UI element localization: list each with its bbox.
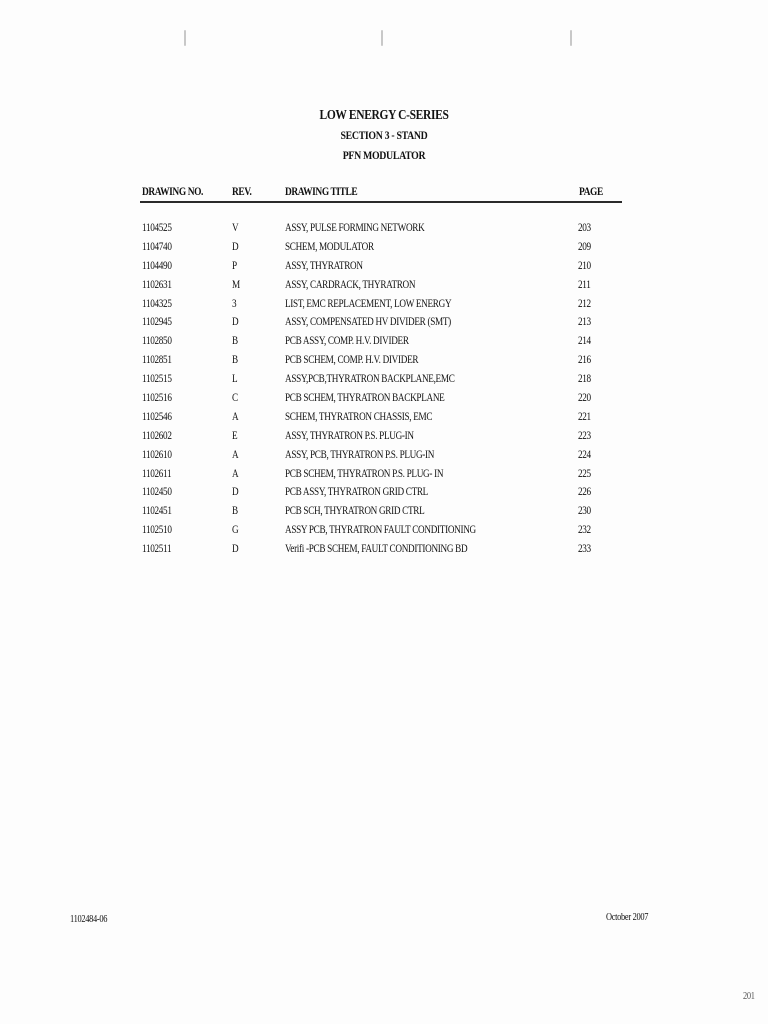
table-row [0,354,768,373]
page-cell: 211 [578,278,591,291]
document-date: October 2007 [606,912,649,923]
page-cell: 210 [578,259,591,272]
page-cell: 225 [578,467,591,480]
page-cell: 226 [578,486,591,499]
table-row [0,505,768,524]
drawing-title-cell: PCB ASSY, THYRATRON GRID CTRL [285,486,428,499]
page-cell: 212 [578,297,591,310]
revision-cell: D [232,486,239,499]
section-heading: SECTION 3 - STAND [340,128,428,142]
drawing-number-cell: 1102516 [142,392,172,405]
drawing-title-cell: ASSY PCB, THYRATRON FAULT CONDITIONING [285,524,476,537]
table-row [0,392,768,411]
drawing-number-cell: 1102631 [142,278,172,291]
revision-cell: A [232,448,239,461]
drawing-number-cell: 1102611 [142,467,172,480]
drawing-number-cell: 1102602 [142,429,172,442]
drawing-title-cell: ASSY, PULSE FORMING NETWORK [285,222,425,234]
revision-cell: 3 [232,297,237,310]
drawing-title-cell: ASSY, PCB, THYRATRON P.S. PLUG-IN [285,448,435,461]
table-row [0,524,768,543]
drawing-title-cell: PCB SCH, THYRATRON GRID CTRL [285,505,425,518]
table-row [0,543,768,562]
drawing-title-cell: ASSY, CARDRACK, THYRATRON [285,278,416,291]
page-cell: 233 [578,543,591,556]
column-header-page: PAGE [579,186,603,198]
table-row [0,468,768,487]
subsection-heading: PFN MODULATOR [342,148,426,162]
table-row [0,411,768,430]
page-cell: 221 [578,410,591,423]
drawing-number-cell: 1104525 [142,222,172,234]
table-row [0,449,768,468]
drawing-title-cell: ASSY, THYRATRON P.S. PLUG-IN [285,429,414,442]
drawing-title-cell: ASSY,PCB,THYRATRON BACKPLANE,EMC [285,373,455,386]
page-cell: 218 [578,373,591,386]
revision-cell: L [232,373,238,386]
drawing-title-cell: PCB SCHEM, THYRATRON BACKPLANE [285,392,445,405]
table-row [0,298,768,317]
punch-hole-mark [381,30,383,46]
drawing-number-cell: 1102450 [142,486,172,499]
page-cell: 220 [578,392,591,405]
page-cell: 224 [578,448,591,461]
table-row [0,241,768,260]
revision-cell: M [232,278,240,291]
punch-hole-mark [184,30,186,46]
page-cell: 216 [578,354,591,367]
drawing-title-cell: PCB ASSY, COMP. H.V. DIVIDER [285,335,409,348]
table-row [0,279,768,298]
drawing-title-cell: PCB SCHEM, THYRATRON P.S. PLUG- IN [285,467,444,480]
revision-cell: G [232,524,239,537]
column-header-drawing-no: DRAWING NO. [142,186,203,198]
page-cell: 213 [578,316,591,329]
table-row [0,373,768,392]
drawing-number-cell: 1102515 [142,373,172,386]
drawing-title-cell: PCB SCHEM, COMP. H.V. DIVIDER [285,354,419,367]
revision-cell: C [232,392,238,405]
column-header-drawing-title: DRAWING TITLE [285,186,358,198]
drawing-title-cell: LIST, EMC REPLACEMENT, LOW ENERGY [285,297,452,310]
drawing-number-cell: 1104740 [142,240,172,253]
drawing-number-cell: 1102451 [142,505,172,518]
revision-cell: B [232,354,238,367]
drawing-number-cell: 1102851 [142,354,172,367]
document-title: LOW ENERGY C-SERIES [319,108,449,123]
page-cell: 230 [578,505,591,518]
revision-cell: D [232,543,239,556]
table-row [0,430,768,449]
punch-hole-mark [570,30,572,46]
drawing-number-cell: 1102945 [142,316,172,329]
revision-cell: B [232,335,238,348]
drawing-number-cell: 1104325 [142,297,172,310]
table-row [0,335,768,354]
drawing-title-cell: ASSY, COMPENSATED HV DIVIDER (SMT) [285,316,451,329]
drawing-number-cell: 1104490 [142,259,172,272]
revision-cell: A [232,410,239,423]
drawing-number-cell: 1102510 [142,524,172,537]
page-cell: 223 [578,429,591,442]
page-cell: 214 [578,335,591,348]
drawing-title-cell: SCHEM, THYRATRON CHASSIS, EMC [285,410,433,423]
table-row [0,486,768,505]
table-row [0,222,768,241]
drawing-number-cell: 1102546 [142,410,172,423]
page-number: 201 [743,991,755,1002]
page-cell: 209 [578,240,591,253]
revision-cell: D [232,316,239,329]
drawing-title-cell: Verifi -PCB SCHEM, FAULT CONDITIONING BD [285,543,468,556]
table-row [0,260,768,279]
revision-cell: A [232,467,239,480]
table-row [0,316,768,335]
drawing-number-cell: 1102610 [142,448,172,461]
header-rule [140,201,622,203]
drawing-number-cell: 1102850 [142,335,172,348]
document-number: 1102484-06 [70,914,108,925]
drawing-list [0,222,768,562]
column-header-rev: REV. [232,186,252,198]
revision-cell: P [232,259,237,272]
drawing-title-cell: SCHEM, MODULATOR [285,240,374,253]
revision-cell: D [232,240,239,253]
revision-cell: E [232,429,238,442]
revision-cell: V [232,222,239,234]
revision-cell: B [232,505,238,518]
page-cell: 203 [578,222,591,234]
page-cell: 232 [578,524,591,537]
drawing-number-cell: 1102511 [142,543,172,556]
drawing-title-cell: ASSY, THYRATRON [285,259,363,272]
